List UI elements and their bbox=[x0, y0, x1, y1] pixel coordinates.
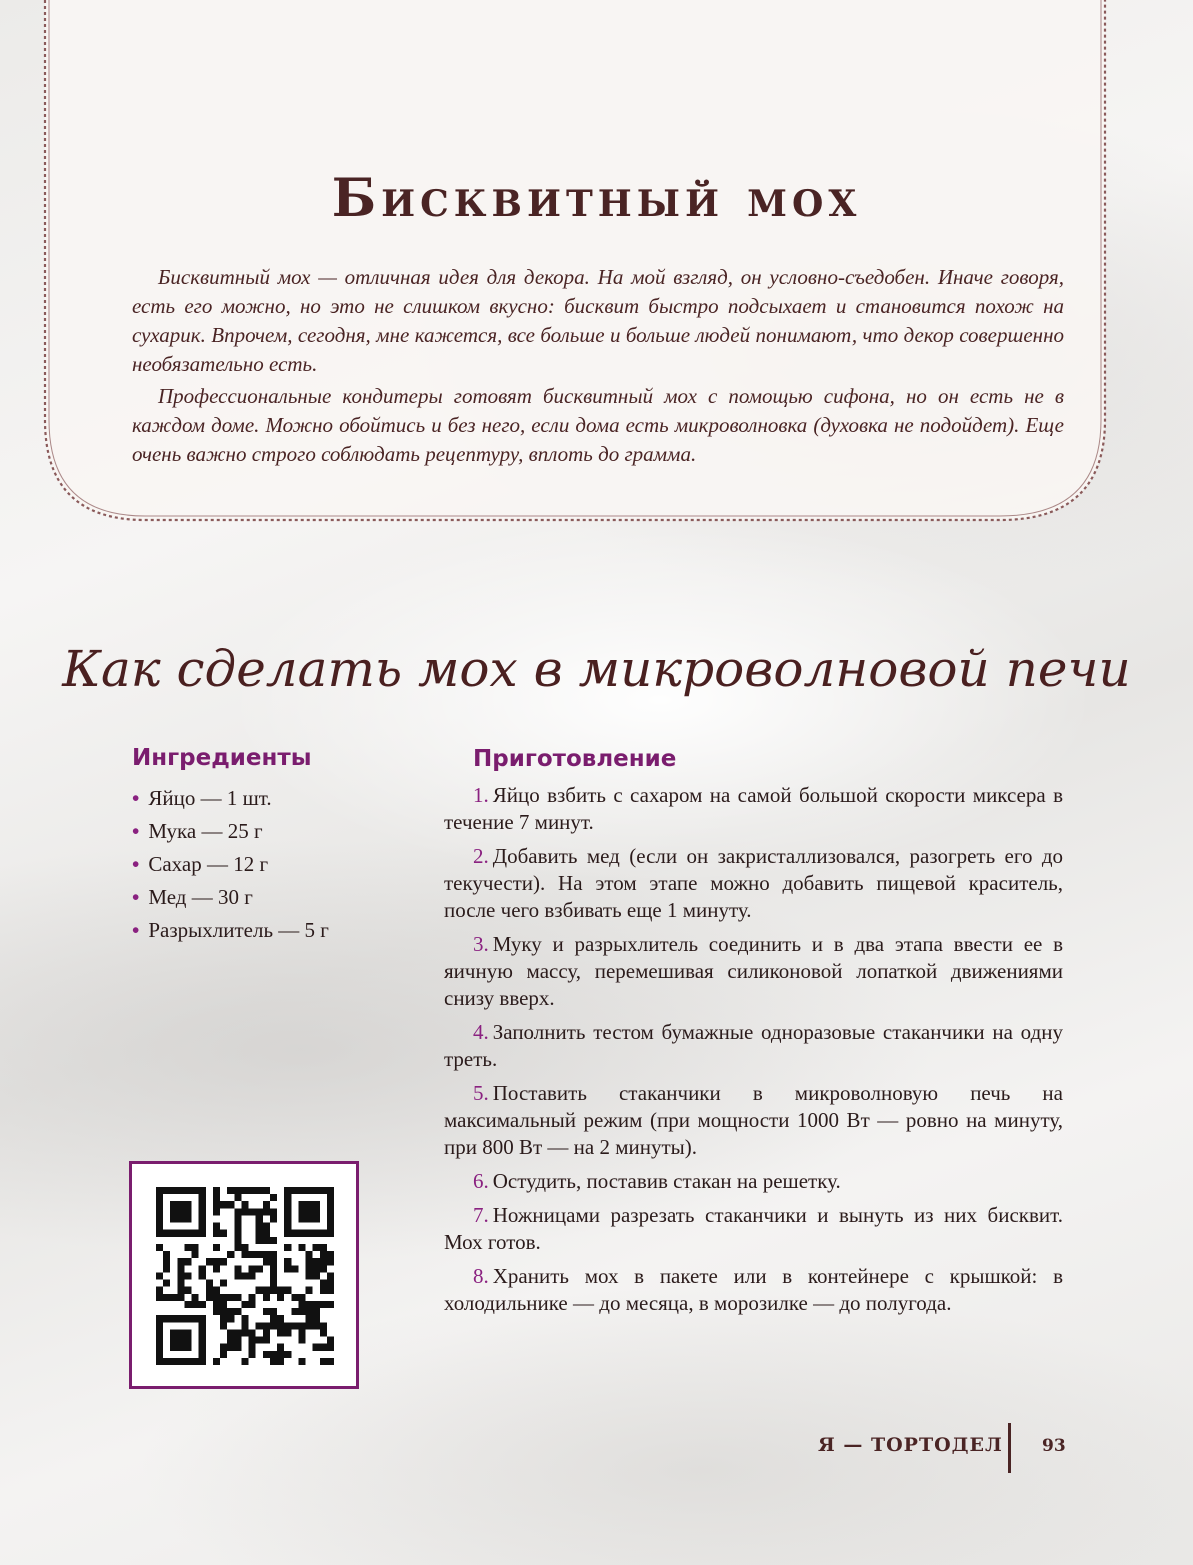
page-number: 93 bbox=[1042, 1436, 1066, 1456]
step-text: Муку и разрыхлитель соединить и в два этапа ввести ее в яичную массу, перемешивая силиконовой лопаткой движениями снизу вверх. bbox=[444, 932, 1063, 1010]
step-item bbox=[444, 931, 1063, 1012]
step-text: Остудить, поставив стакан на решетку. bbox=[492, 1169, 841, 1193]
step-item bbox=[444, 1263, 1063, 1317]
footer-divider bbox=[1008, 1423, 1011, 1473]
step-item bbox=[444, 1019, 1063, 1073]
step-text: Ножницами разрезать стаканчики и вынуть из них бисквит. Мох готов. bbox=[444, 1203, 1063, 1254]
list-item bbox=[132, 881, 329, 914]
step-text: Хранить мох в пакете или в контейнере с крышкой: в холодильнике — до месяца, в морозилке — до полугода. bbox=[444, 1264, 1063, 1315]
method-title: Как сделать мох в микроволновой печи bbox=[62, 640, 1131, 698]
step-text: Поставить стаканчики в микроволновую печь на максимальный режим (при мощности 1000 Вт — ровно на минуту, при 800 Вт — на 2 минуты). bbox=[444, 1081, 1063, 1159]
step-number: 1. bbox=[473, 783, 489, 807]
step-item bbox=[444, 1202, 1063, 1256]
preparation-steps bbox=[444, 782, 1063, 1324]
step-text: Заполнить тестом бумажные одноразовые стаканчики на одну треть. bbox=[444, 1020, 1063, 1071]
step-item bbox=[444, 1168, 1063, 1195]
step-number: 7. bbox=[473, 1203, 489, 1227]
intro-paragraph: Профессиональные кондитеры готовят бисквитный мох с помощью сифона, но он есть не в каждом доме. Можно обойтись и без него, если дома есть микроволновка (духовка не подойдет). Еще очень важно строго соблюдать рецептуру, вплоть до грамма. bbox=[132, 384, 1064, 466]
bullet-icon: • bbox=[132, 885, 140, 909]
intro-paragraph: Бисквитный мох — отличная идея для декора. На мой взгляд, он условно-съедобен. Иначе говоря, есть его можно, но это не слишком вкусно: бисквит быстро подсыхает и становится похож на сухарик. Впрочем, сегодня, мне кажется, все больше и больше людей понимают, что декор совершенно необязательно есть. bbox=[132, 265, 1064, 376]
bullet-icon: • bbox=[132, 852, 140, 876]
step-text: Добавить мед (если он закристаллизовался, разогреть его до текучести). На этом этапе можно добавить пищевой краситель, после чего взбивать еще 1 минуту. bbox=[444, 844, 1063, 922]
step-number: 8. bbox=[473, 1264, 489, 1288]
step-number: 3. bbox=[473, 932, 489, 956]
step-number: 5. bbox=[473, 1081, 489, 1105]
bullet-icon: • bbox=[132, 786, 140, 810]
step-number: 6. bbox=[473, 1169, 489, 1193]
book-title: Я — ТОРТОДЕЛ bbox=[818, 1434, 1003, 1456]
ingredients-list bbox=[132, 782, 329, 947]
preparation-heading: Приготовление bbox=[473, 746, 677, 772]
list-item bbox=[132, 815, 329, 848]
recipe-title: Бисквитный мох bbox=[331, 168, 862, 229]
step-number: 4. bbox=[473, 1020, 489, 1044]
ingredient-text: Мука — 25 г bbox=[148, 819, 263, 843]
list-item bbox=[132, 914, 329, 947]
qr-code-icon[interactable] bbox=[156, 1186, 334, 1366]
bullet-icon: • bbox=[132, 918, 140, 942]
step-item bbox=[444, 1080, 1063, 1161]
step-item bbox=[444, 843, 1063, 924]
ingredients-heading: Ингредиенты bbox=[132, 745, 312, 771]
qr-code-frame[interactable] bbox=[129, 1161, 359, 1389]
step-number: 2. bbox=[473, 844, 489, 868]
list-item bbox=[132, 848, 329, 881]
bullet-icon: • bbox=[132, 819, 140, 843]
list-item bbox=[132, 782, 329, 815]
ingredient-text: Мед — 30 г bbox=[148, 885, 253, 909]
ingredient-text: Яйцо — 1 шт. bbox=[148, 786, 272, 810]
ingredient-text: Сахар — 12 г bbox=[148, 852, 269, 876]
step-item bbox=[444, 782, 1063, 836]
ingredient-text: Разрыхлитель — 5 г bbox=[148, 918, 329, 942]
step-text: Яйцо взбить с сахаром на самой большой скорости миксера в течение 7 минут. bbox=[444, 783, 1063, 834]
